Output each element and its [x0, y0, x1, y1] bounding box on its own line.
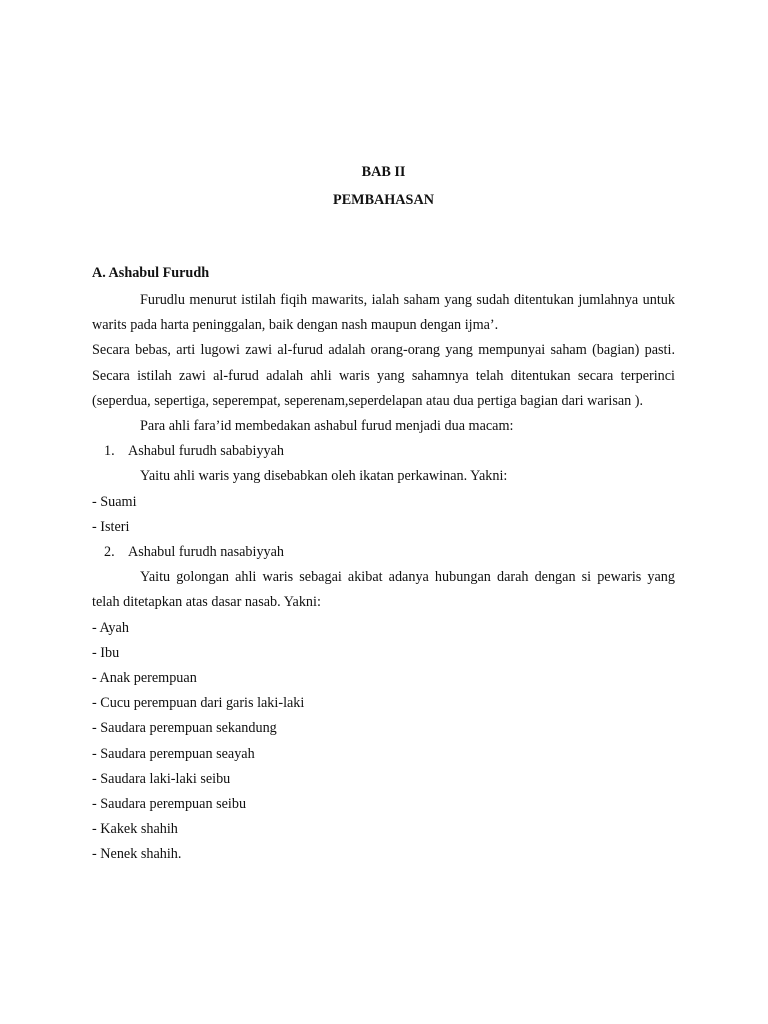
list-item: - Saudara laki-laki seibu	[92, 770, 231, 787]
list-item: - Suami	[92, 493, 137, 510]
section-heading: A. Ashabul Furudh	[92, 265, 210, 281]
intro-paragraph: Para ahli fara’id membedakan ashabul furud menjadi dua macam:	[140, 418, 514, 435]
list-item: - Saudara perempuan seibu	[92, 796, 247, 813]
list-item: - Saudara perempuan seayah	[92, 745, 255, 762]
group-2-heading	[92, 540, 675, 565]
list-item: - Ayah	[92, 619, 129, 636]
chapter-label: BAB II	[361, 164, 406, 180]
group-1-number: 1.	[104, 443, 115, 460]
list-item: - Saudara perempuan sekandung	[92, 720, 277, 737]
definition-paragraph: Furudlu menurut istilah fiqih mawarits, ialah saham yang sudah ditentukan jumlahnya untuk warits pada harta peninggalan, baik dengan nash maupun dengan ijma’.	[92, 292, 675, 334]
group-1-title: Ashabul furudh sababiyyah	[128, 443, 285, 460]
group-2-list	[92, 616, 675, 868]
group-1-heading	[92, 439, 675, 464]
group-2-title: Ashabul furudh nasabiyyah	[128, 544, 285, 561]
list-item: - Ibu	[92, 644, 120, 661]
explanation-paragraph: Secara bebas, arti lugowi zawi al-furud adalah orang-orang yang mempunyai saham (bagian) pasti. Secara istilah zawi al-furud adalah ahli waris yang sahamnya telah ditentukan secara terperinci (seperdua, sepertiga, seperempat, seperenam,seperdelapan atau dua pertiga bagian dari warisan ).	[92, 342, 675, 409]
document-page	[92, 162, 675, 868]
list-item: - Isteri	[92, 518, 130, 535]
list-item: - Kakek shahih	[92, 821, 178, 838]
group-2-number: 2.	[104, 544, 115, 561]
group-1-list	[92, 490, 675, 540]
group-2-description: Yaitu golongan ahli waris sebagai akibat adanya hubungan darah dengan si pewaris yang telah ditetapkan atas dasar nasab. Yakni:	[92, 569, 675, 611]
list-item: - Cucu perempuan dari garis laki-laki	[92, 695, 305, 712]
list-item: - Nenek shahih.	[92, 846, 182, 863]
chapter-title: PEMBAHASAN	[333, 192, 434, 208]
group-1-description: Yaitu ahli waris yang disebabkan oleh ikatan perkawinan. Yakni:	[140, 468, 508, 485]
list-item: - Anak perempuan	[92, 670, 197, 687]
